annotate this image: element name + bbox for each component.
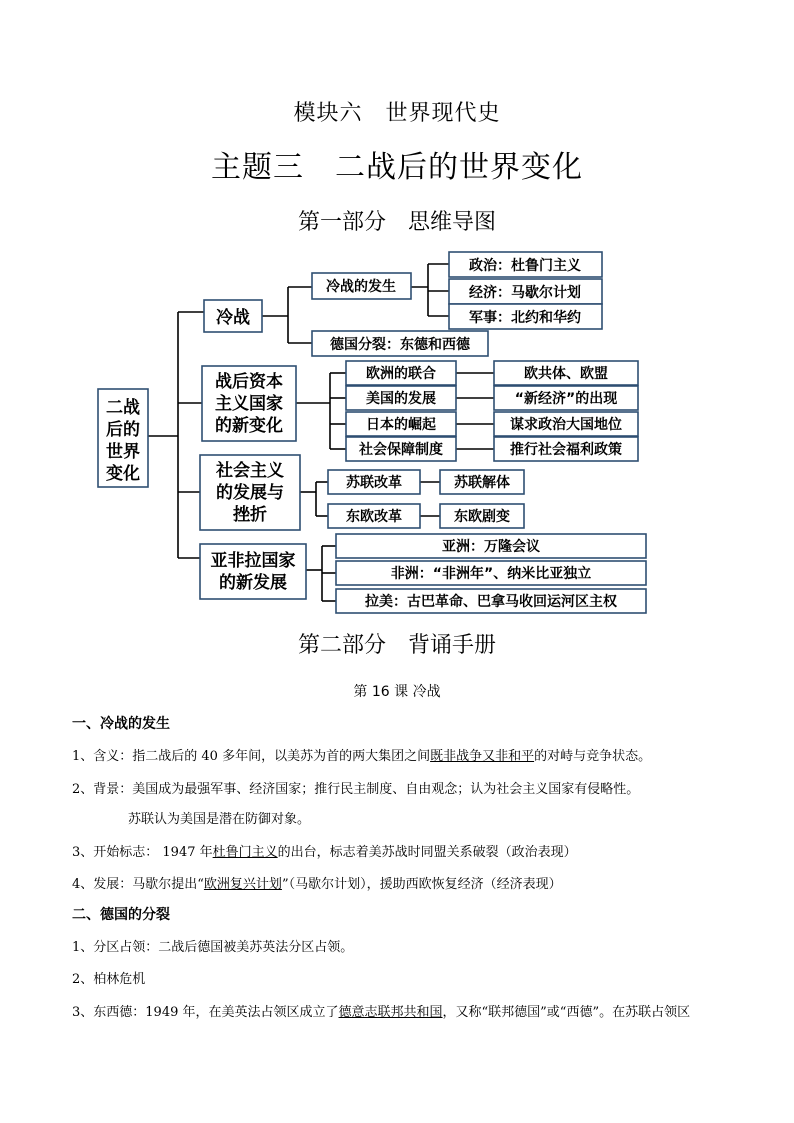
branch-socialism: [200, 455, 524, 530]
latin-america-item: 拉美：古巴革命、巴拿马收回运河区主权: [365, 594, 617, 610]
definition-underlined: 既非战争又非和平: [430, 749, 535, 764]
socialism-label-2: 的发展与: [216, 483, 284, 503]
section-heading-1: 一、冷战的发生: [72, 716, 170, 732]
dev-text-b: ”（马歇尔计划），援助西欧恢复经济（经济表现）: [281, 877, 562, 892]
module-title: 模块六 世界现代史: [293, 101, 501, 126]
us-development: 美国的发展: [366, 391, 436, 407]
cold-war-military: 军事：北约和华约: [469, 310, 581, 326]
section-heading-2: 二、德国的分裂: [72, 907, 170, 923]
political-power: 谋求政治大国地位: [510, 417, 622, 433]
lesson-title: 第 16 课 冷战: [353, 684, 441, 700]
germany-text-b: ，又称“联邦德国”或“西德”。在苏联占领区: [442, 1005, 691, 1020]
dev-underlined: 欧洲复兴计划: [203, 877, 282, 892]
root-node: [98, 389, 148, 487]
paragraph-background-cont: 苏联认为美国是潜在防御对象。: [128, 812, 311, 827]
social-security: 社会保障制度: [359, 442, 443, 458]
definition-text-b: 的对峙与竞争状态。: [534, 749, 652, 764]
paragraph-east-west-germany: [72, 1001, 690, 1020]
cold-war-economy: 经济：马歇尔计划: [469, 285, 581, 301]
branch-developing: [200, 534, 646, 613]
germany-division: 德国分裂：东德和西德: [330, 337, 470, 353]
topic-title: 主题三 二战后的世界变化: [211, 150, 583, 185]
germany-text-a: 3、东西德：1949 年，在美英法占领区成立了: [72, 1005, 339, 1020]
paragraph-occupation: 1、分区占领：二战后德国被美苏英法分区占领。: [72, 940, 354, 955]
paragraph-development: [72, 873, 562, 892]
cold-war-occurrence: 冷战的发生: [326, 279, 396, 295]
start-text-a: 3、开始标志： 1947 年: [72, 845, 213, 860]
cold-war-label: 冷战: [216, 308, 250, 328]
japan-rise: 日本的崛起: [366, 417, 436, 433]
paragraph-definition: [72, 745, 651, 764]
asia-item: 亚洲：万隆会议: [442, 539, 540, 555]
socialism-label-1: 社会主义: [216, 461, 284, 481]
ec-eu: 欧共体、欧盟: [524, 366, 608, 382]
capitalism-label-1: 战后资本: [215, 372, 283, 392]
root-line-4: 变化: [106, 464, 140, 484]
europe-union: 欧洲的联合: [366, 366, 436, 382]
start-text-b: 的出台，标志着美苏战时同盟关系破裂（政治表现）: [277, 845, 577, 860]
developing-label-1: 亚非拉国家: [210, 551, 296, 571]
paragraph-start-marker: [72, 841, 577, 860]
capitalism-label-2: 主义国家: [215, 394, 283, 414]
definition-text-a: 1、含义：指二战后的 40 多年间，以美苏为首的两大集团之间: [72, 749, 431, 764]
developing-label-2: 的新发展: [219, 573, 287, 593]
dev-text-a: 4、发展：马歇尔提出“: [72, 877, 204, 892]
capitalism-label-3: 的新变化: [215, 416, 283, 436]
soviet-collapse: 苏联解体: [454, 475, 510, 491]
branch-capitalism: [202, 361, 638, 461]
cold-war-politics: 政治：杜鲁门主义: [469, 258, 581, 274]
branch-cold-war: [204, 252, 602, 356]
paragraph-background: 2、背景：美国成为最强军事、经济国家；推行民主制度、自由观念；认为社会主义国家有侵略性。: [72, 782, 640, 797]
east-europe-reform: 东欧改革: [346, 509, 402, 525]
start-underlined: 杜鲁门主义: [212, 845, 278, 860]
paragraph-berlin-crisis: 2、柏林危机: [72, 972, 146, 987]
africa-item: 非洲：“非洲年”、纳米比亚独立: [390, 566, 592, 582]
root-line-2: 后的: [106, 420, 140, 440]
root-line-3: 世界: [106, 442, 140, 462]
root-line-1: 二战: [106, 398, 140, 418]
new-economy: “新经济”的出现: [514, 391, 618, 407]
soviet-reform: 苏联改革: [346, 475, 402, 491]
germany-underlined: 德意志联邦共和国: [338, 1005, 443, 1020]
socialism-label-3: 挫折: [233, 505, 267, 525]
welfare-policy: 推行社会福利政策: [510, 442, 622, 458]
part2-title: 第二部分 背诵手册: [297, 633, 496, 658]
east-europe-upheaval: 东欧剧变: [454, 509, 510, 525]
part1-title: 第一部分 思维导图: [297, 210, 496, 235]
